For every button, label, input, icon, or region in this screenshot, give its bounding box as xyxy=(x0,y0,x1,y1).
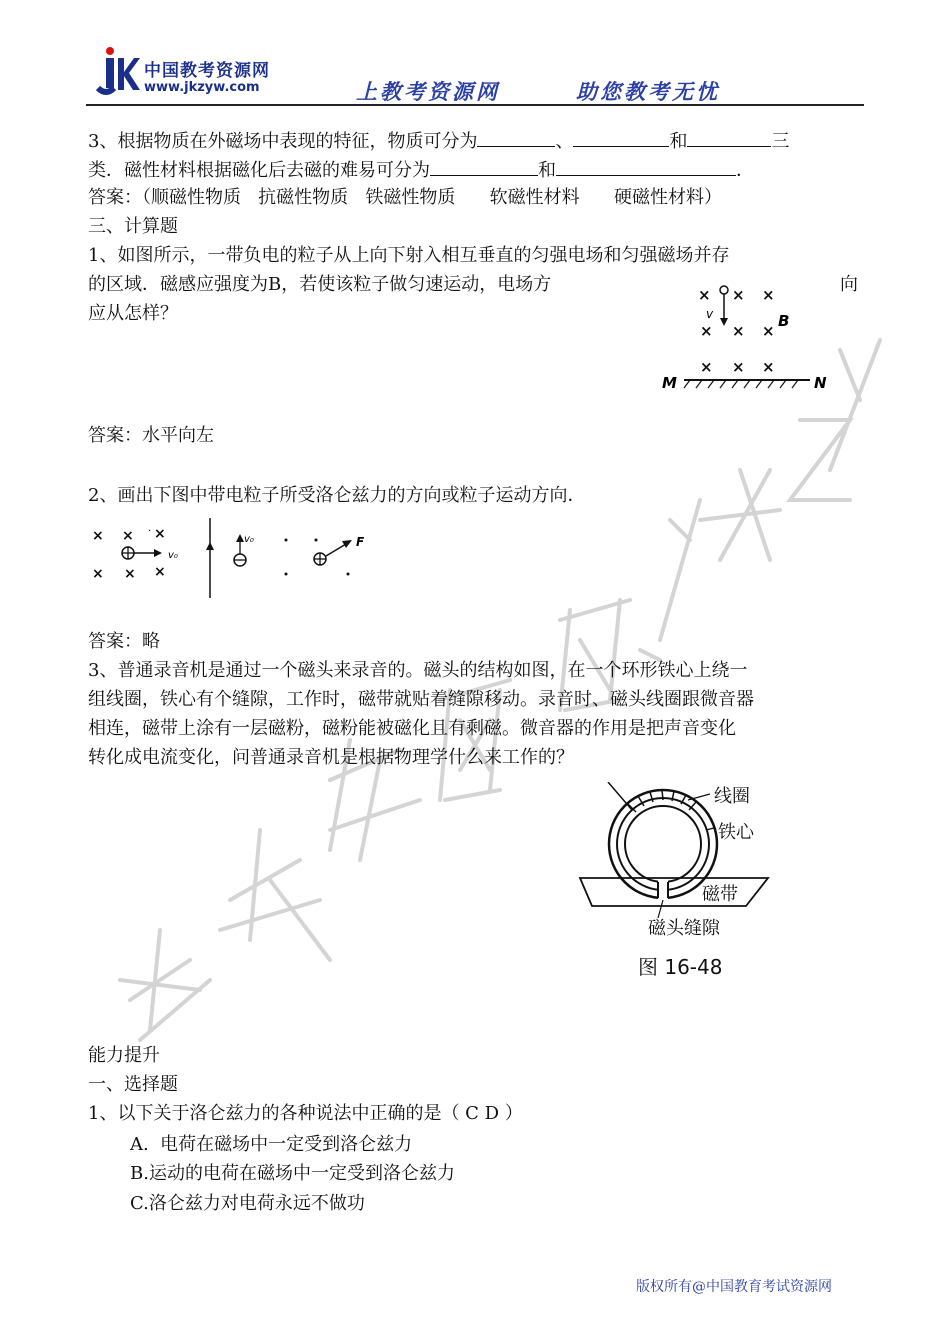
svg-text:×: × xyxy=(762,286,775,304)
recording-head-figure xyxy=(578,782,788,982)
calc2-label-F: F xyxy=(356,535,365,549)
calc2-line-1: 2、画出下图中带电粒子所受洛仑兹力的方向或粒子运动方向． xyxy=(88,485,586,506)
svg-text:×: × xyxy=(732,358,745,376)
calc3-line-2: 组线圈，铁心有个缝隙，工作时，磁带就贴着缝隙移动。录音时、磁头线圈跟微音器 xyxy=(88,689,754,710)
slogan-left: 上教考资源网 xyxy=(356,80,500,104)
calc1-label-B: B xyxy=(778,312,790,330)
calc2-answer: 答案：略 xyxy=(88,631,160,652)
calc3-line-3: 相连，磁带上涂有一层磁粉，磁粉能被磁化且有剩磁。微音器的作用是把声音变化 xyxy=(88,718,736,739)
calc1-label-v: v xyxy=(706,307,714,321)
fill-answer: 答案：（顺磁性物质 抗磁性物质 铁磁性物质 软磁性材料 硬磁性材料） xyxy=(88,187,722,208)
choice1-question: 1、以下关于洛仑兹力的各种说法中正确的是（ C D ） xyxy=(88,1103,523,1124)
calc2-lorentz-figure xyxy=(88,514,368,600)
calc2-label-v0b: v₀ xyxy=(244,534,254,545)
svg-text:×: × xyxy=(700,358,713,376)
calc1-line-2-end: 向 xyxy=(840,274,858,295)
svg-text:×: × xyxy=(124,566,136,582)
calc3-line-1: 3、普通录音机是通过一个磁头来录音的。磁头的结构如图，在一个环形铁心上绕一 xyxy=(88,660,748,681)
calc3-line-4: 转化成电流变化，问普通录音机是根据物理学什么来工作的？ xyxy=(88,747,574,768)
svg-text:×: × xyxy=(154,526,166,542)
label-tape: 磁带 xyxy=(702,884,738,905)
label-core: 铁心 xyxy=(718,822,754,843)
svg-text:×: × xyxy=(122,528,134,544)
label-gap: 磁头缝隙 xyxy=(648,918,720,939)
svg-text:×: × xyxy=(154,564,166,580)
section-calc-heading: 三、计算题 xyxy=(88,216,178,237)
fill-question-line-1: 3、根据物质在外磁场中表现的特征，物质可分为 、 和 三 xyxy=(88,128,789,154)
choice1-option-c: C.洛仑兹力对电荷永远不做功 xyxy=(130,1193,365,1214)
svg-text:×: × xyxy=(92,566,104,582)
calc1-line-2: 的区域．磁感应强度为B，若使该粒子做匀速运动，电场方 xyxy=(88,274,552,295)
svg-text:×: × xyxy=(732,322,745,340)
svg-text:×: × xyxy=(732,286,745,304)
calc1-answer: 答案：水平向左 xyxy=(88,425,214,446)
calc1-line-3: 应从怎样？ xyxy=(88,303,178,324)
calc1-label-M: M xyxy=(662,374,677,392)
svg-text:×: × xyxy=(698,286,711,304)
choice1-option-a: A. 电荷在磁场中一定受到洛仑兹力 xyxy=(130,1134,413,1155)
calc1-label-N: N xyxy=(814,374,827,392)
svg-text:×: × xyxy=(92,528,104,544)
logo-name: 中国教考资源网 xyxy=(144,61,270,81)
svg-text:×: × xyxy=(700,322,713,340)
jk-logo-icon xyxy=(94,46,140,96)
label-coil: 线圈 xyxy=(714,786,750,807)
calc1-line-1: 1、如图所示，一带负电的粒子从上向下射入相互垂直的匀强电场和匀强磁场并存 xyxy=(88,245,730,266)
calc1-field-figure xyxy=(660,282,840,394)
copyright-footer: 版权所有@中国教育考试资源网 xyxy=(636,1279,832,1295)
slogan-right: 助您教考无忧 xyxy=(576,80,720,104)
figure-caption: 图 16-48 xyxy=(638,955,723,979)
calc2-label-v0a: v₀ xyxy=(168,550,178,561)
choice1-option-b: B.运动的电荷在磁场中一定受到洛仑兹力 xyxy=(130,1163,455,1184)
svg-text:×: × xyxy=(762,358,775,376)
section-ability-heading: 能力提升 xyxy=(88,1045,160,1066)
section-choice-heading: 一、选择题 xyxy=(88,1074,178,1095)
logo-url[interactable]: www.jkzyw.com xyxy=(144,80,260,95)
page-header xyxy=(86,38,864,106)
svg-text:·: · xyxy=(148,526,152,537)
svg-text:×: × xyxy=(762,322,775,340)
fill-question-line-2: 类．磁性材料根据磁化后去磁的难易可分为 和 ． xyxy=(88,157,754,183)
